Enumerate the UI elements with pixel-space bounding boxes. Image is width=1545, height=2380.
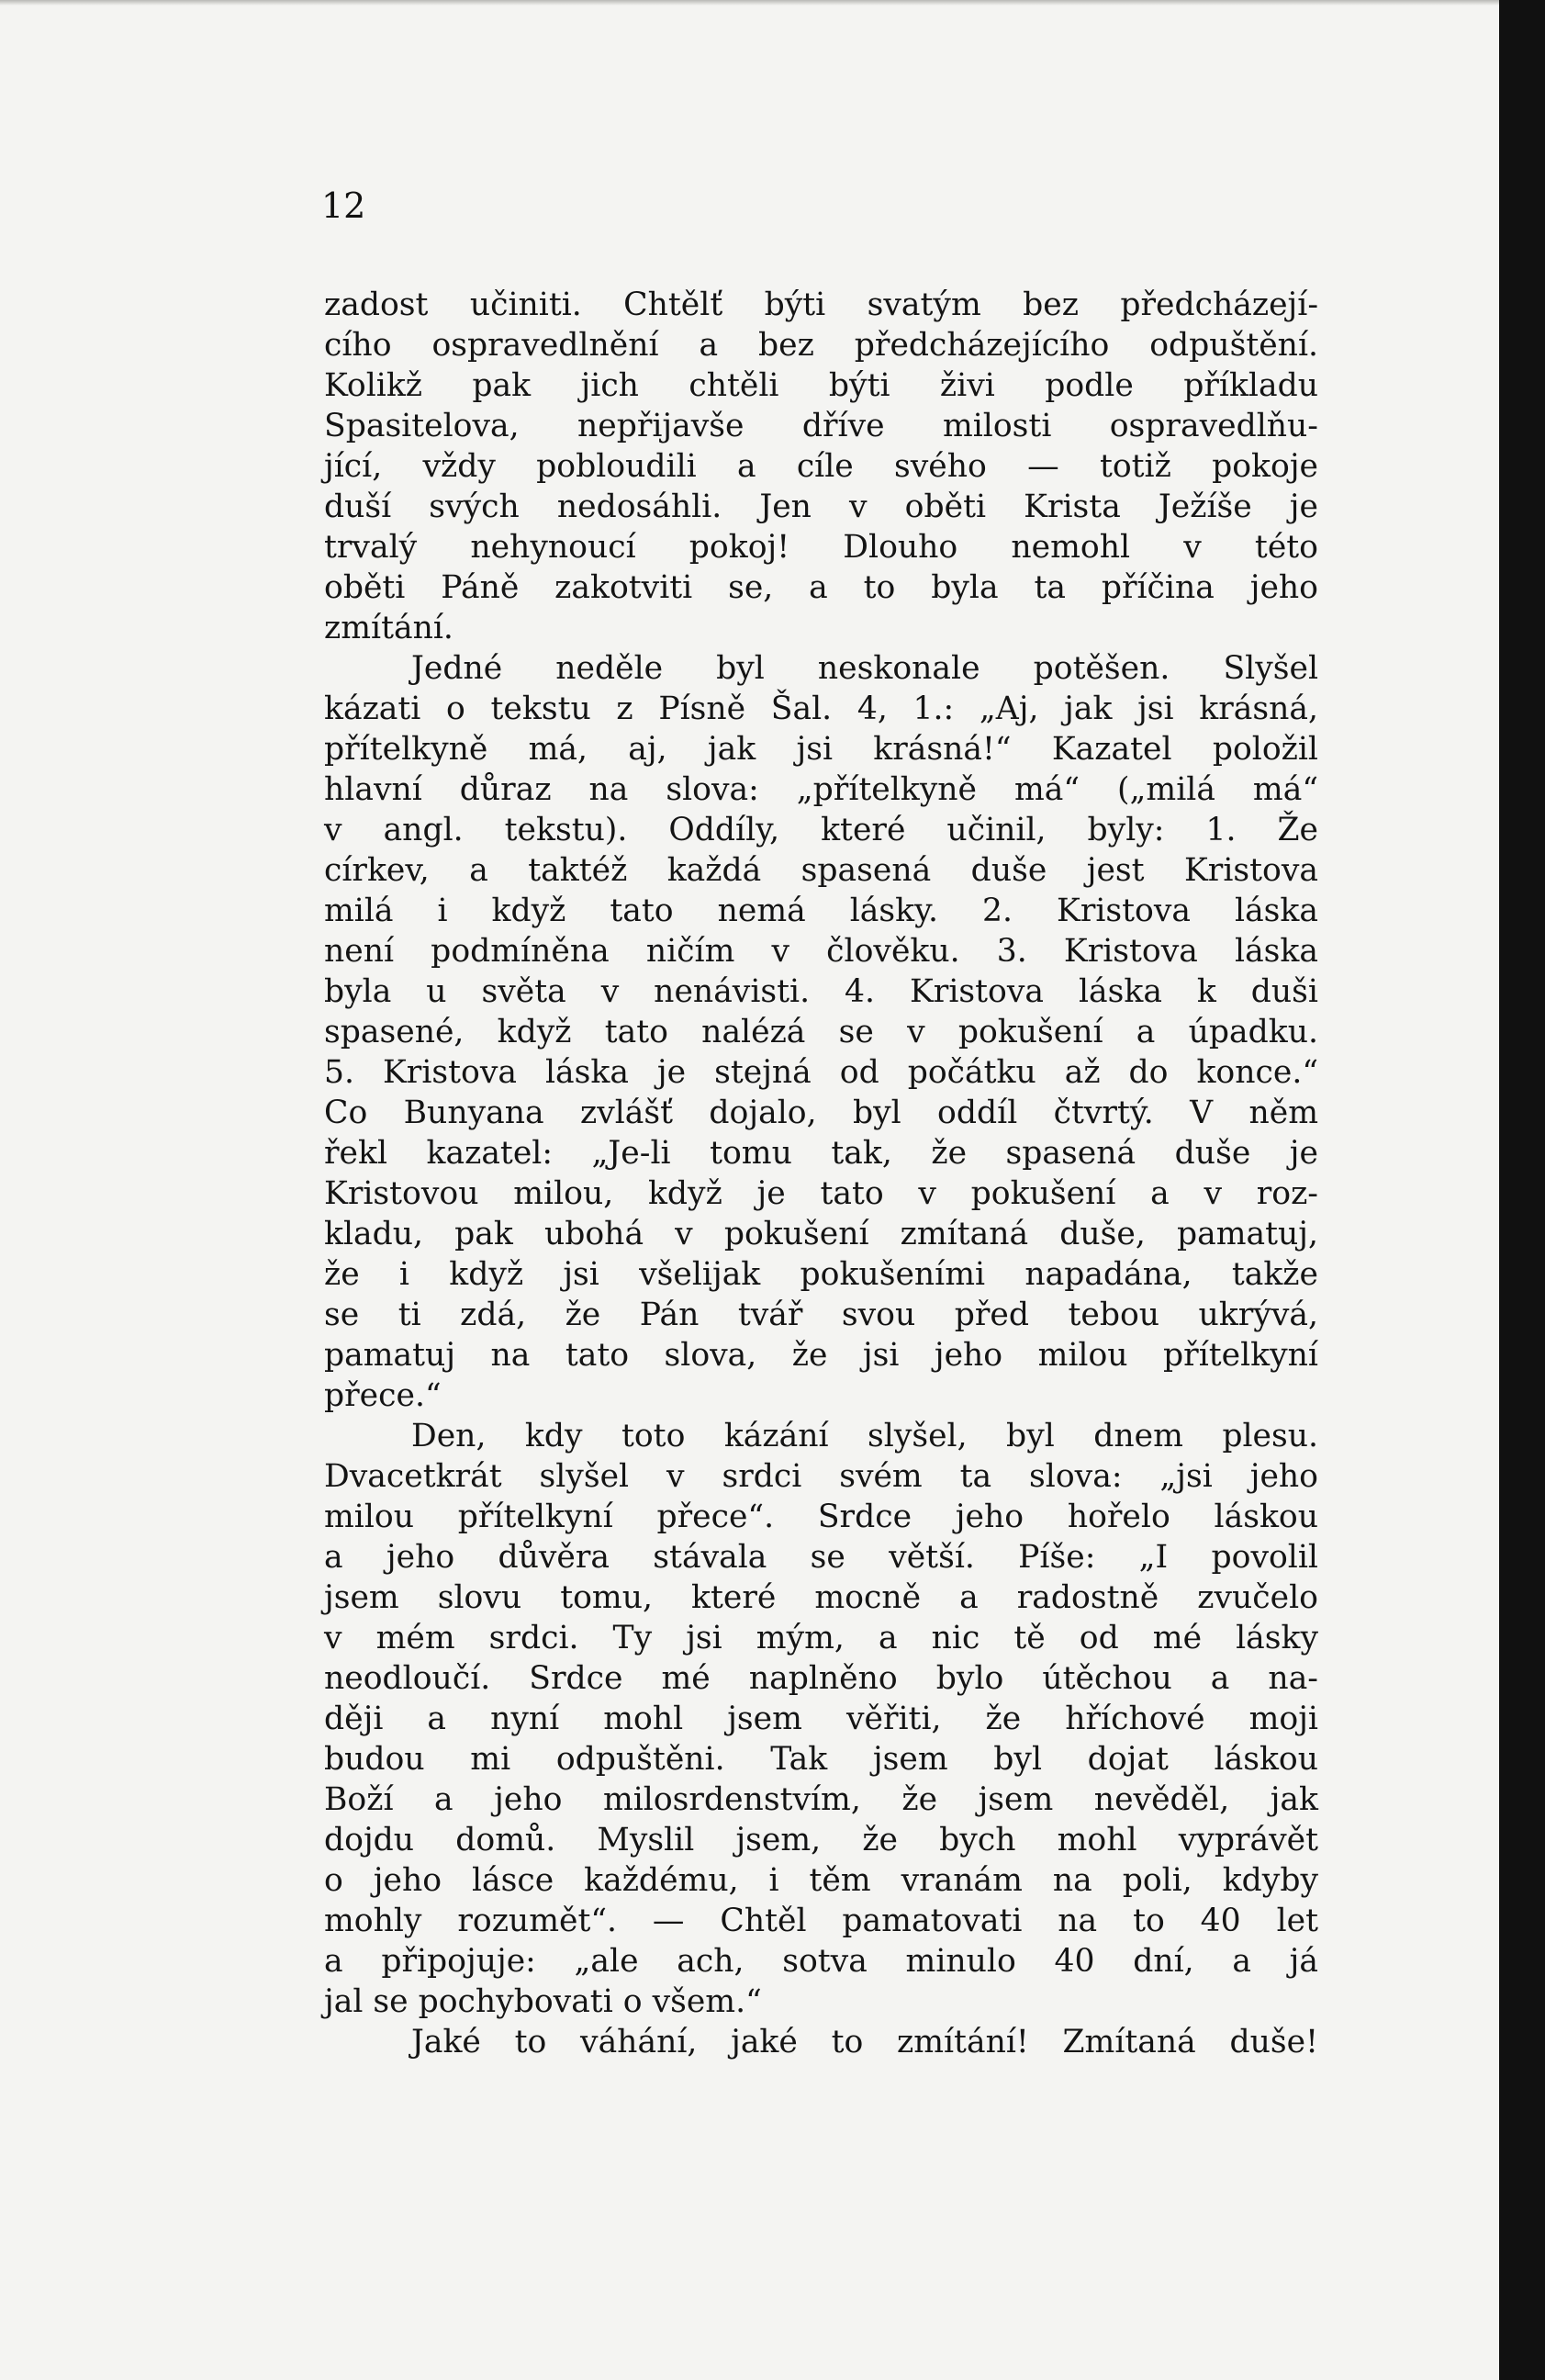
text-line: kázati o tekstu z Písně Šal. 4, 1.: „Aj, jak jsi krásná, — [324, 690, 1318, 727]
text-line: oběti Páně zakotviti se, a to byla ta příčina jeho — [324, 569, 1318, 606]
body-text — [324, 285, 1318, 2062]
text-line: cího ospravedlnění a bez předcházejícího odpuštění. — [324, 327, 1318, 364]
text-line: v mém srdci. Ty jsi mým, a nic tě od mé lásky — [324, 1620, 1318, 1656]
text-line: Kristovou milou, když je tato v pokušení a v roz- — [324, 1175, 1318, 1212]
text-line: hlavní důraz na slova: „přítelkyně má“ („milá má“ — [324, 771, 1318, 808]
text-line: milá i když tato nemá lásky. 2. Kristova láska — [324, 892, 1318, 929]
text-line: kladu, pak ubohá v pokušení zmítaná duše, pamatuj, — [324, 1216, 1318, 1252]
text-line: Kolikž pak jich chtěli býti živi podle příkladu — [324, 367, 1318, 404]
text-line: přítelkyně má, aj, jak jsi krásná!“ Kazatel položil — [324, 731, 1318, 768]
text-line: církev, a taktéž každá spasená duše jest Kristova — [324, 852, 1318, 889]
text-line: že i když jsi všelijak pokušeními napadána, takže — [324, 1256, 1318, 1293]
page-number: 12 — [321, 185, 366, 226]
text-line: se ti zdá, že Pán tvář svou před tebou ukrývá, — [324, 1297, 1318, 1333]
text-line: jící, vždy pobloudili a cíle svého — totiž pokoje — [324, 448, 1318, 485]
text-line: Boží a jeho milosrdenstvím, že jsem nevěděl, jak — [324, 1781, 1318, 1818]
text-line: Den, kdy toto kázání slyšel, byl dnem plesu. — [411, 1418, 1318, 1454]
text-line: jal se pochybovati o všem.“ — [324, 1983, 762, 2020]
text-line: v angl. tekstu). Oddíly, které učinil, byly: 1. Že — [324, 812, 1318, 848]
text-line: Co Bunyana zvlášť dojalo, byl oddíl čtvrtý. V něm — [324, 1095, 1318, 1131]
text-line: mohly rozumět“. — Chtěl pamatovati na to 40 let — [324, 1903, 1318, 1939]
text-line: neodloučí. Srdce mé naplněno bylo útěchou a na- — [324, 1660, 1318, 1697]
text-line: Dvacetkrát slyšel v srdci svém ta slova: „jsi jeho — [324, 1458, 1318, 1495]
text-line: a připojuje: „ale ach, sotva minulo 40 dní, a já — [324, 1943, 1318, 1980]
text-line: jsem slovu tomu, které mocně a radostně zvučelo — [324, 1579, 1318, 1616]
text-line: a jeho důvěra stávala se větší. Píše: „I povolil — [324, 1539, 1318, 1576]
text-line: přece.“ — [324, 1377, 442, 1414]
text-line: Jaké to váhání, jaké to zmítání! Zmítaná duše! — [411, 2024, 1318, 2060]
text-line: 5. Kristova láska je stejná od počátku až do konce.“ — [324, 1054, 1318, 1091]
text-line: duší svých nedosáhli. Jen v oběti Krista Ježíše je — [324, 488, 1318, 525]
text-line: Spasitelova, nepřijavše dříve milosti ospravedlňu- — [324, 408, 1318, 444]
text-line: pamatuj na tato slova, že jsi jeho milou přítelkyní — [324, 1337, 1318, 1374]
text-line: řekl kazatel: „Je-li tomu tak, že spasená duše je — [324, 1135, 1318, 1172]
page-top-edge — [0, 0, 1499, 6]
text-line: zmítání. — [324, 610, 453, 646]
text-line: Jedné neděle byl neskonale potěšen. Slyšel — [411, 650, 1318, 687]
text-line: byla u světa v nenávisti. 4. Kristova láska k duši — [324, 973, 1318, 1010]
text-line: zadost učiniti. Chtělť býti svatým bez předcházejí- — [324, 286, 1318, 323]
text-line: není podmíněna ničím v člověku. 3. Kristova láska — [324, 933, 1318, 970]
text-line: o jeho lásce každému, i těm vranám na poli, kdyby — [324, 1862, 1318, 1899]
text-line: dojdu domů. Myslil jsem, že bych mohl vyprávět — [324, 1822, 1318, 1858]
text-line: spasené, když tato nalézá se v pokušení a úpadku. — [324, 1014, 1318, 1050]
text-line: milou přítelkyní přece“. Srdce jeho hořelo láskou — [324, 1499, 1318, 1535]
text-line: trvalý nehynoucí pokoj! Dlouho nemohl v této — [324, 529, 1318, 566]
scan-border — [1499, 0, 1545, 2380]
text-line: ději a nyní mohl jsem věřiti, že hříchové moji — [324, 1701, 1318, 1737]
text-line: budou mi odpuštěni. Tak jsem byl dojat láskou — [324, 1741, 1318, 1778]
